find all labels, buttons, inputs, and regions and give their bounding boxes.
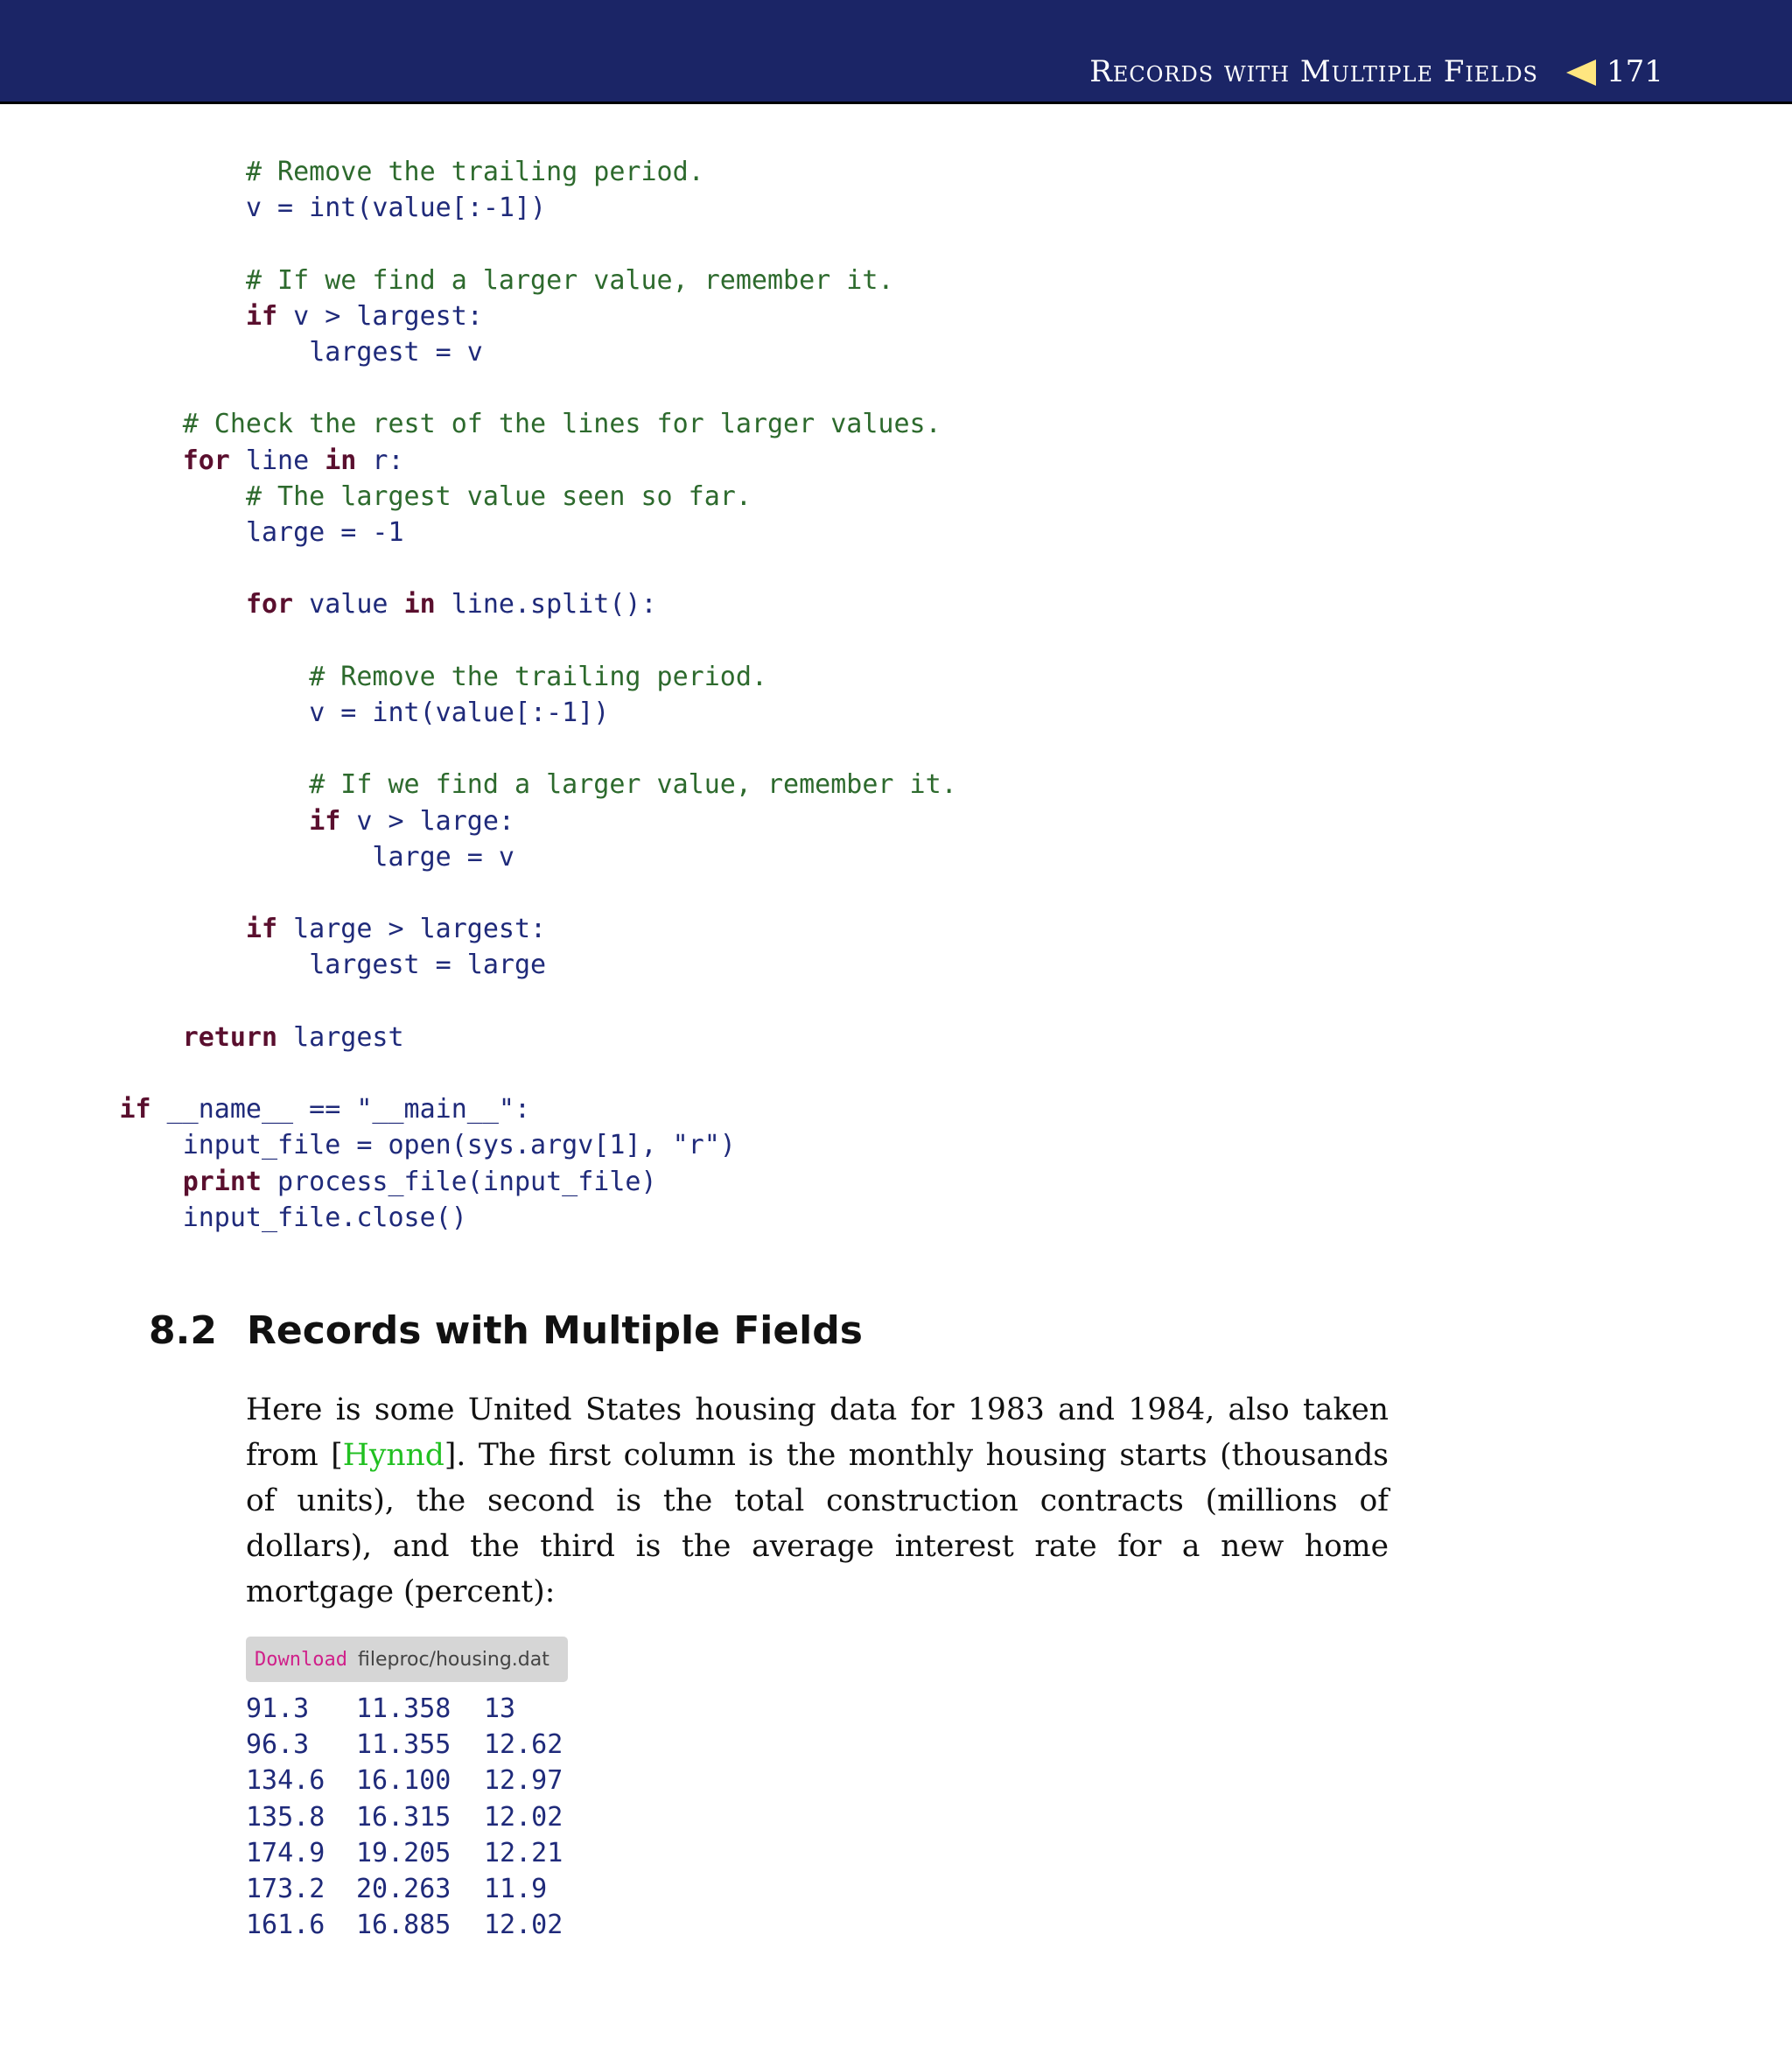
code-text: process_file(input_file) [262, 1166, 657, 1197]
citation-link[interactable]: Hynnd [342, 1438, 444, 1473]
code-line [119, 1094, 530, 1125]
code-keyword: if [245, 914, 278, 945]
code-text: line [229, 445, 326, 476]
code-comment: # Remove the trailing period. [309, 661, 767, 692]
data-cell: 12.02 [484, 1910, 564, 1941]
data-cell: 13 [484, 1693, 516, 1724]
code-comment: # If we find a larger value, remember it. [309, 769, 957, 801]
code-line [119, 193, 546, 223]
data-row [246, 1763, 589, 1798]
code-line [119, 1130, 735, 1160]
body-paragraph [246, 1387, 1389, 1615]
data-cell: 16.315 [356, 1801, 452, 1833]
code-line [119, 1022, 403, 1053]
code-text: large > largest: [277, 914, 547, 945]
running-title: Records with Multiple Fields [1089, 54, 1538, 89]
data-row [246, 1691, 589, 1727]
data-cell: 16.100 [356, 1765, 452, 1797]
data-cell: 135.8 [246, 1801, 326, 1833]
code-listing [119, 154, 956, 1236]
download-path: fileproc/housing.dat [357, 1648, 550, 1671]
code-keyword: for [182, 445, 230, 476]
data-cell: 12.97 [484, 1765, 564, 1797]
code-text: largest [277, 1021, 404, 1053]
code-text: __name__ == "__main__": [150, 1094, 531, 1125]
data-cell: 19.205 [356, 1837, 452, 1868]
code-line [119, 481, 751, 512]
data-cell: 12.21 [484, 1837, 564, 1868]
code-line [119, 409, 941, 439]
code-line [119, 769, 956, 800]
code-keyword: return [182, 1021, 278, 1053]
page-number: 171 [1606, 54, 1663, 89]
code-text: largest = large [309, 950, 547, 981]
data-cell: 16.885 [356, 1910, 452, 1941]
code-line [119, 589, 656, 620]
code-text: v > largest: [277, 300, 483, 332]
code-comment: # If we find a larger value, remember it. [245, 264, 894, 296]
code-text: largest = v [309, 337, 483, 368]
code-line [119, 698, 609, 728]
code-keyword: if [245, 300, 278, 332]
data-cell: 134.6 [246, 1765, 326, 1797]
data-cell: 96.3 [246, 1729, 310, 1761]
code-text: input_file.close() [182, 1202, 467, 1233]
code-comment: # Remove the trailing period. [245, 157, 704, 187]
data-cell: 174.9 [246, 1837, 326, 1868]
code-text: v > large: [340, 805, 514, 837]
paragraph-text: Here is some United States housing data for 1983 and 1984, also taken from [ [246, 1392, 1389, 1473]
left-arrow-icon [1566, 60, 1596, 86]
code-keyword: if [119, 1094, 151, 1125]
code-line [119, 806, 514, 837]
code-text: input_file = open(sys.argv[1], "r") [182, 1130, 736, 1161]
code-keyword: print [182, 1166, 262, 1197]
data-cell: 173.2 [246, 1874, 326, 1905]
data-row [246, 1727, 589, 1763]
section-heading [149, 1308, 863, 1353]
running-header [0, 0, 1792, 104]
paragraph-text: ]. The first column is the monthly housing starts (thousands of units), the second is the total construction contracts (millions of dollars), and the third is the average interest rate for a new home mortgage (percent): [246, 1438, 1389, 1609]
housing-data-listing [246, 1691, 589, 1943]
code-text: large = v [372, 841, 514, 873]
code-text: v = int(value[:-1]) [245, 193, 547, 224]
data-cell: 11.358 [356, 1693, 452, 1724]
code-keyword: if [309, 805, 341, 837]
code-text: v = int(value[:-1]) [309, 698, 610, 729]
data-cell: 11.9 [484, 1874, 548, 1905]
data-row [246, 1799, 589, 1835]
code-text: line.split(): [435, 589, 657, 620]
code-line [119, 337, 482, 368]
code-line [119, 662, 767, 692]
code-line [119, 914, 546, 944]
code-text: large = -1 [245, 517, 404, 549]
download-label: Download [255, 1648, 347, 1671]
code-keyword: in [325, 445, 357, 476]
code-line [119, 950, 546, 980]
section-title: Records with Multiple Fields [247, 1308, 863, 1353]
code-line [119, 1167, 656, 1197]
download-link[interactable] [246, 1637, 568, 1682]
code-line [119, 157, 704, 187]
data-cell: 20.263 [356, 1874, 452, 1905]
data-cell: 12.62 [484, 1729, 564, 1761]
data-row [246, 1907, 589, 1943]
code-line [119, 1202, 466, 1233]
code-line [119, 301, 482, 332]
data-row [246, 1871, 589, 1907]
data-cell: 161.6 [246, 1910, 326, 1941]
code-line [119, 445, 403, 476]
code-line [119, 265, 893, 296]
code-comment: # The largest value seen so far. [245, 480, 752, 512]
data-cell: 11.355 [356, 1729, 452, 1761]
code-comment: # Check the rest of the lines for larger values. [182, 409, 942, 440]
data-cell: 91.3 [246, 1693, 310, 1724]
code-keyword: in [403, 589, 436, 620]
code-text: value [293, 589, 404, 620]
data-row [246, 1835, 589, 1871]
code-keyword: for [245, 589, 294, 620]
code-line [119, 842, 514, 873]
code-text: r: [356, 445, 404, 476]
section-number: 8.2 [149, 1308, 217, 1353]
data-cell: 12.02 [484, 1801, 564, 1833]
code-line [119, 517, 403, 548]
